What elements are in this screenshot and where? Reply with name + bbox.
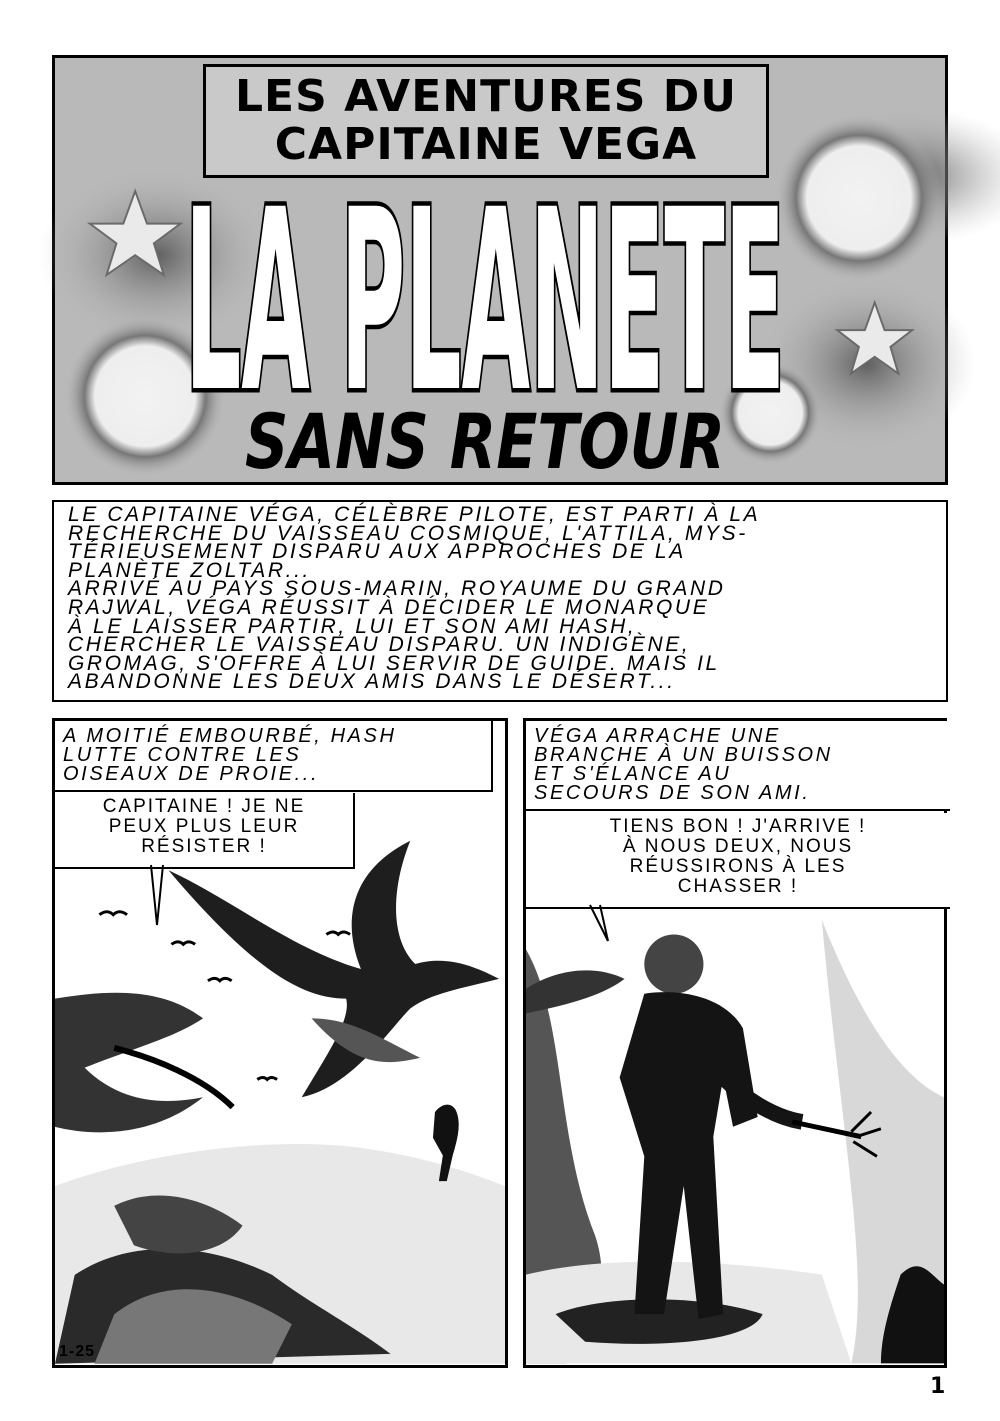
- series-title-line-2: CAPITAINE VEGA: [274, 119, 698, 170]
- subtitle-text: SANS RETOUR: [245, 397, 725, 486]
- narration-line: ET S'ÉLANCE AU: [534, 763, 732, 785]
- narration-line: A MOITIÉ EMBOURBÉ, HASH: [63, 725, 397, 747]
- balloon-line: CAPITAINE ! JE NE: [102, 796, 306, 817]
- narration-line: VÉGA ARRACHE UNE: [534, 725, 781, 747]
- panel-code: 1-25: [59, 1343, 96, 1360]
- balloon-line: RÉSISTER !: [141, 836, 267, 857]
- balloon-tail: [586, 905, 616, 945]
- balloon-line: RÉUSSIRONS À LES: [629, 856, 847, 877]
- balloon-line: TIENS BON ! J'ARRIVE !: [609, 816, 867, 837]
- narration-box: [55, 721, 493, 792]
- speech-balloon: [55, 793, 355, 869]
- speech-balloon: [526, 813, 950, 909]
- intro-caption: [52, 500, 948, 702]
- balloon-tail: [147, 865, 167, 927]
- main-title-text: LA PLANETE: [185, 156, 785, 447]
- comic-panel-right: [523, 718, 947, 1368]
- caption-line: GROMAG, S'OFFRE À LUI SERVIR DE GUIDE. MAIS IL: [68, 651, 720, 675]
- narration-line: SECOURS DE SON AMI.: [534, 782, 811, 804]
- balloon-line: CHASSER !: [677, 876, 799, 897]
- subtitle: [235, 397, 735, 486]
- narration-line: LUTTE CONTRE LES: [63, 744, 302, 766]
- narration-line: OISEAUX DE PROIE...: [63, 763, 320, 785]
- narration-box: [526, 721, 950, 811]
- caption-line: ARRIVÉ AU PAYS SOUS-MARIN, ROYAUME DU GRAND: [68, 577, 726, 601]
- caption-line: RECHERCHE DU VAISSEAU COSMIQUE, L'ATTILA, MYS-: [68, 521, 748, 545]
- narration-line: BRANCHE À UN BUISSON: [534, 744, 833, 766]
- caption-line: PLANÈTE ZOLTAR...: [68, 558, 311, 582]
- comic-panel-left: [52, 718, 508, 1368]
- caption-line: LE CAPITAINE VÉGA, CÉLÈBRE PILOTE, EST PARTI À LA: [68, 503, 761, 526]
- title-panel: [52, 55, 948, 485]
- caption-line: ABANDONNE LES DEUX AMIS DANS LE DÉSERT...: [68, 670, 676, 694]
- caption-line: CHERCHER LE VAISSEAU DISPARU. UN INDIGÈNE,: [68, 633, 691, 657]
- balloon-line: À NOUS DEUX, NOUS: [622, 836, 854, 857]
- series-title-line-1: LES AVENTURES DU: [234, 71, 738, 122]
- balloon-line: PEUX PLUS LEUR: [108, 816, 300, 837]
- page-number: 1: [930, 1374, 946, 1399]
- caption-line: RAJWAL, VÉGA RÉUSSIT À DÉCIDER LE MONARQUE: [68, 595, 710, 619]
- caption-line: À LE LAISSER PARTIR, LUI ET SON AMI HASH,: [68, 614, 637, 638]
- caption-line: TÉRIEUSEMENT DISPARU AUX APPROCHES DE LA: [68, 540, 686, 564]
